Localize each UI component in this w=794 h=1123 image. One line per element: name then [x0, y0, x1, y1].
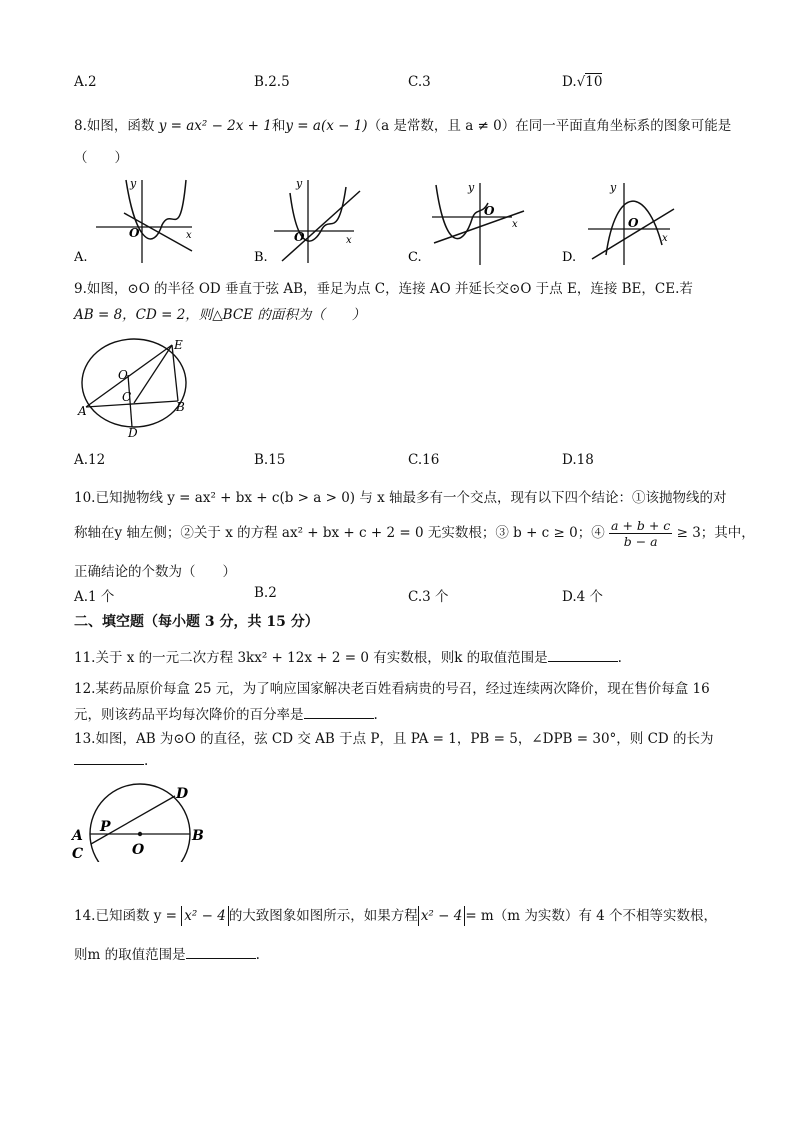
q8-cond: （a 是常数，且 a ≠ 0）在同一平面直角坐标系的图象可能是: [367, 118, 732, 134]
q8-b-x-label: x: [346, 235, 352, 246]
q9-option-c: C.16: [408, 452, 440, 468]
q12-line2-text: 元，则该药品平均每次降价的百分率是: [74, 707, 304, 723]
sqrt-sign: √: [576, 74, 586, 90]
q7-option-d-radicand: 10: [585, 74, 603, 90]
q8-b-y-label: y: [296, 177, 303, 190]
q8-f1: y = ax² − 2x + 1: [158, 118, 272, 134]
q13-label-b: B: [192, 828, 204, 844]
q13-circle-figure: [70, 782, 215, 862]
q9-circle-figure: [76, 335, 196, 440]
q13-answer-blank[interactable]: [74, 752, 144, 765]
q8-c-y-label: y: [468, 181, 475, 194]
q14-pre: 14.已知函数 y =: [74, 908, 177, 924]
q14-mid: 的大致图象如图所示，如果方程: [228, 908, 418, 924]
q10-frac-num: a + b + c: [611, 518, 671, 533]
q12-answer-blank[interactable]: [304, 706, 374, 719]
q14-abs-expr-1: x² − 4: [181, 906, 229, 926]
q8-a-x-label: x: [186, 230, 192, 241]
q7-option-d-prefix: D.: [562, 74, 577, 90]
q10-line2: [74, 518, 755, 549]
q13-line1: 13.如图，AB 为⊙O 的直径，弦 CD 交 AB 于点 P，且 PA = 1，PB = 5，∠DPB = 30°，则 CD 的长为: [74, 731, 714, 747]
q12-end: .: [373, 707, 378, 723]
q11-end: .: [617, 650, 622, 666]
q8-c-origin: O: [484, 204, 495, 218]
q12-line2: [74, 703, 378, 723]
q8-graph-a: [74, 177, 192, 265]
q10-option-a: A.1 个: [74, 589, 115, 605]
q13-label-p: P: [100, 819, 111, 835]
q11-text: 11.关于 x 的一元二次方程 3kx² + 12x + 2 = 0 有实数根，则k 的取值范围是: [74, 650, 548, 666]
q9-line1: 9.如图，⊙O 的半径 OD 垂直于弦 AB，垂足为点 C，连接 AO 并延长交⊙O 于点 E，连接 BE，CE.若: [74, 281, 693, 297]
q7-option-d: [562, 74, 602, 90]
q9-line2: AB = 8，CD = 2，则△BCE 的面积为（ ）: [74, 307, 366, 323]
q8-and: 和: [271, 118, 286, 134]
q14-line2-text: 则m 的取值范围是: [74, 947, 186, 963]
q10-fraction: [609, 518, 672, 549]
q9-label-d: D: [128, 426, 138, 440]
q10-line1: 10.已知抛物线 y = ax² + bx + c(b > a > 0) 与 x 轴最多有一个交点，现有以下四个结论：①该抛物线的对: [74, 490, 727, 506]
q9-label-e: E: [174, 338, 183, 352]
q8-a-origin: O: [129, 226, 140, 240]
q10-option-d: D.4 个: [562, 589, 604, 605]
q7-option-b: B.2.5: [254, 74, 290, 90]
q8-d-x-label: x: [662, 233, 668, 244]
q8-d-y-label: y: [610, 181, 617, 194]
q14-answer-blank[interactable]: [186, 946, 256, 959]
q8-graphs: [74, 175, 714, 267]
q7-option-a: A.2: [74, 74, 97, 90]
q10-option-c: C.3 个: [408, 589, 449, 605]
q8-b-origin: O: [294, 230, 305, 244]
q8-graph-b: [254, 177, 360, 265]
q10-line2-a: 称轴在y 轴左侧；②关于 x 的方程 ax² + bx + c + 2 = 0 无实数根；③ b + c ≥ 0；④: [74, 525, 605, 541]
q8-f2: y = a(x − 1): [285, 118, 368, 134]
q8-a-y-label: y: [130, 177, 137, 190]
q8-c-x-label: x: [512, 219, 518, 230]
q9-label-c: C: [122, 390, 132, 404]
q9-label-a: A: [78, 404, 87, 418]
q11-line: [74, 646, 622, 666]
q14-abs-expr-2: x² − 4: [418, 906, 466, 926]
q7-option-c: C.3: [408, 74, 431, 90]
q8-option-c: C.: [408, 250, 422, 265]
q10-frac-den: b − a: [623, 534, 658, 549]
q11-answer-blank[interactable]: [548, 649, 618, 662]
q10-option-b: B.2: [254, 585, 277, 601]
q13-end: .: [144, 753, 149, 769]
q9-label-b: B: [176, 400, 185, 414]
q13-label-d: D: [176, 786, 189, 802]
q13-label-c: C: [72, 846, 84, 862]
q10-line3: 正确结论的个数为（ ）: [74, 564, 236, 580]
q14-post: = m（m 为实数）有 4 个不相等实数根，: [465, 908, 717, 924]
q9-label-o: O: [118, 368, 128, 382]
q8-option-d: D.: [562, 250, 577, 265]
q8-stem: [74, 114, 731, 134]
q8-graph-d: [562, 181, 674, 265]
q9-option-d: D.18: [562, 452, 594, 468]
q8-d-origin: O: [628, 216, 639, 230]
q9-option-a: A.12: [74, 452, 106, 468]
section-2-heading: 二、填空题（每小题 3 分，共 15 分）: [74, 614, 319, 630]
q8-num: 8.如图，函数: [74, 118, 155, 134]
q8-graph-c: [408, 181, 524, 265]
q10-line2-b: ≥ 3；其中，: [676, 525, 755, 541]
q8-paren: （ ）: [74, 150, 128, 166]
q13-label-o: O: [132, 842, 145, 858]
q8-option-a: A.: [74, 250, 88, 265]
q13-label-a: A: [72, 828, 83, 844]
q8-option-b: B.: [254, 250, 268, 265]
q13-line2: [74, 752, 148, 769]
q14-end: .: [255, 947, 260, 963]
q14-line2: [74, 943, 260, 963]
q12-line1: 12.某药品原价每盒 25 元，为了响应国家解决老百姓看病贵的号召，经过连续两次降价，现在售价每盒 16: [74, 681, 710, 697]
q9-option-b: B.15: [254, 452, 286, 468]
q14-line1: [74, 904, 717, 926]
